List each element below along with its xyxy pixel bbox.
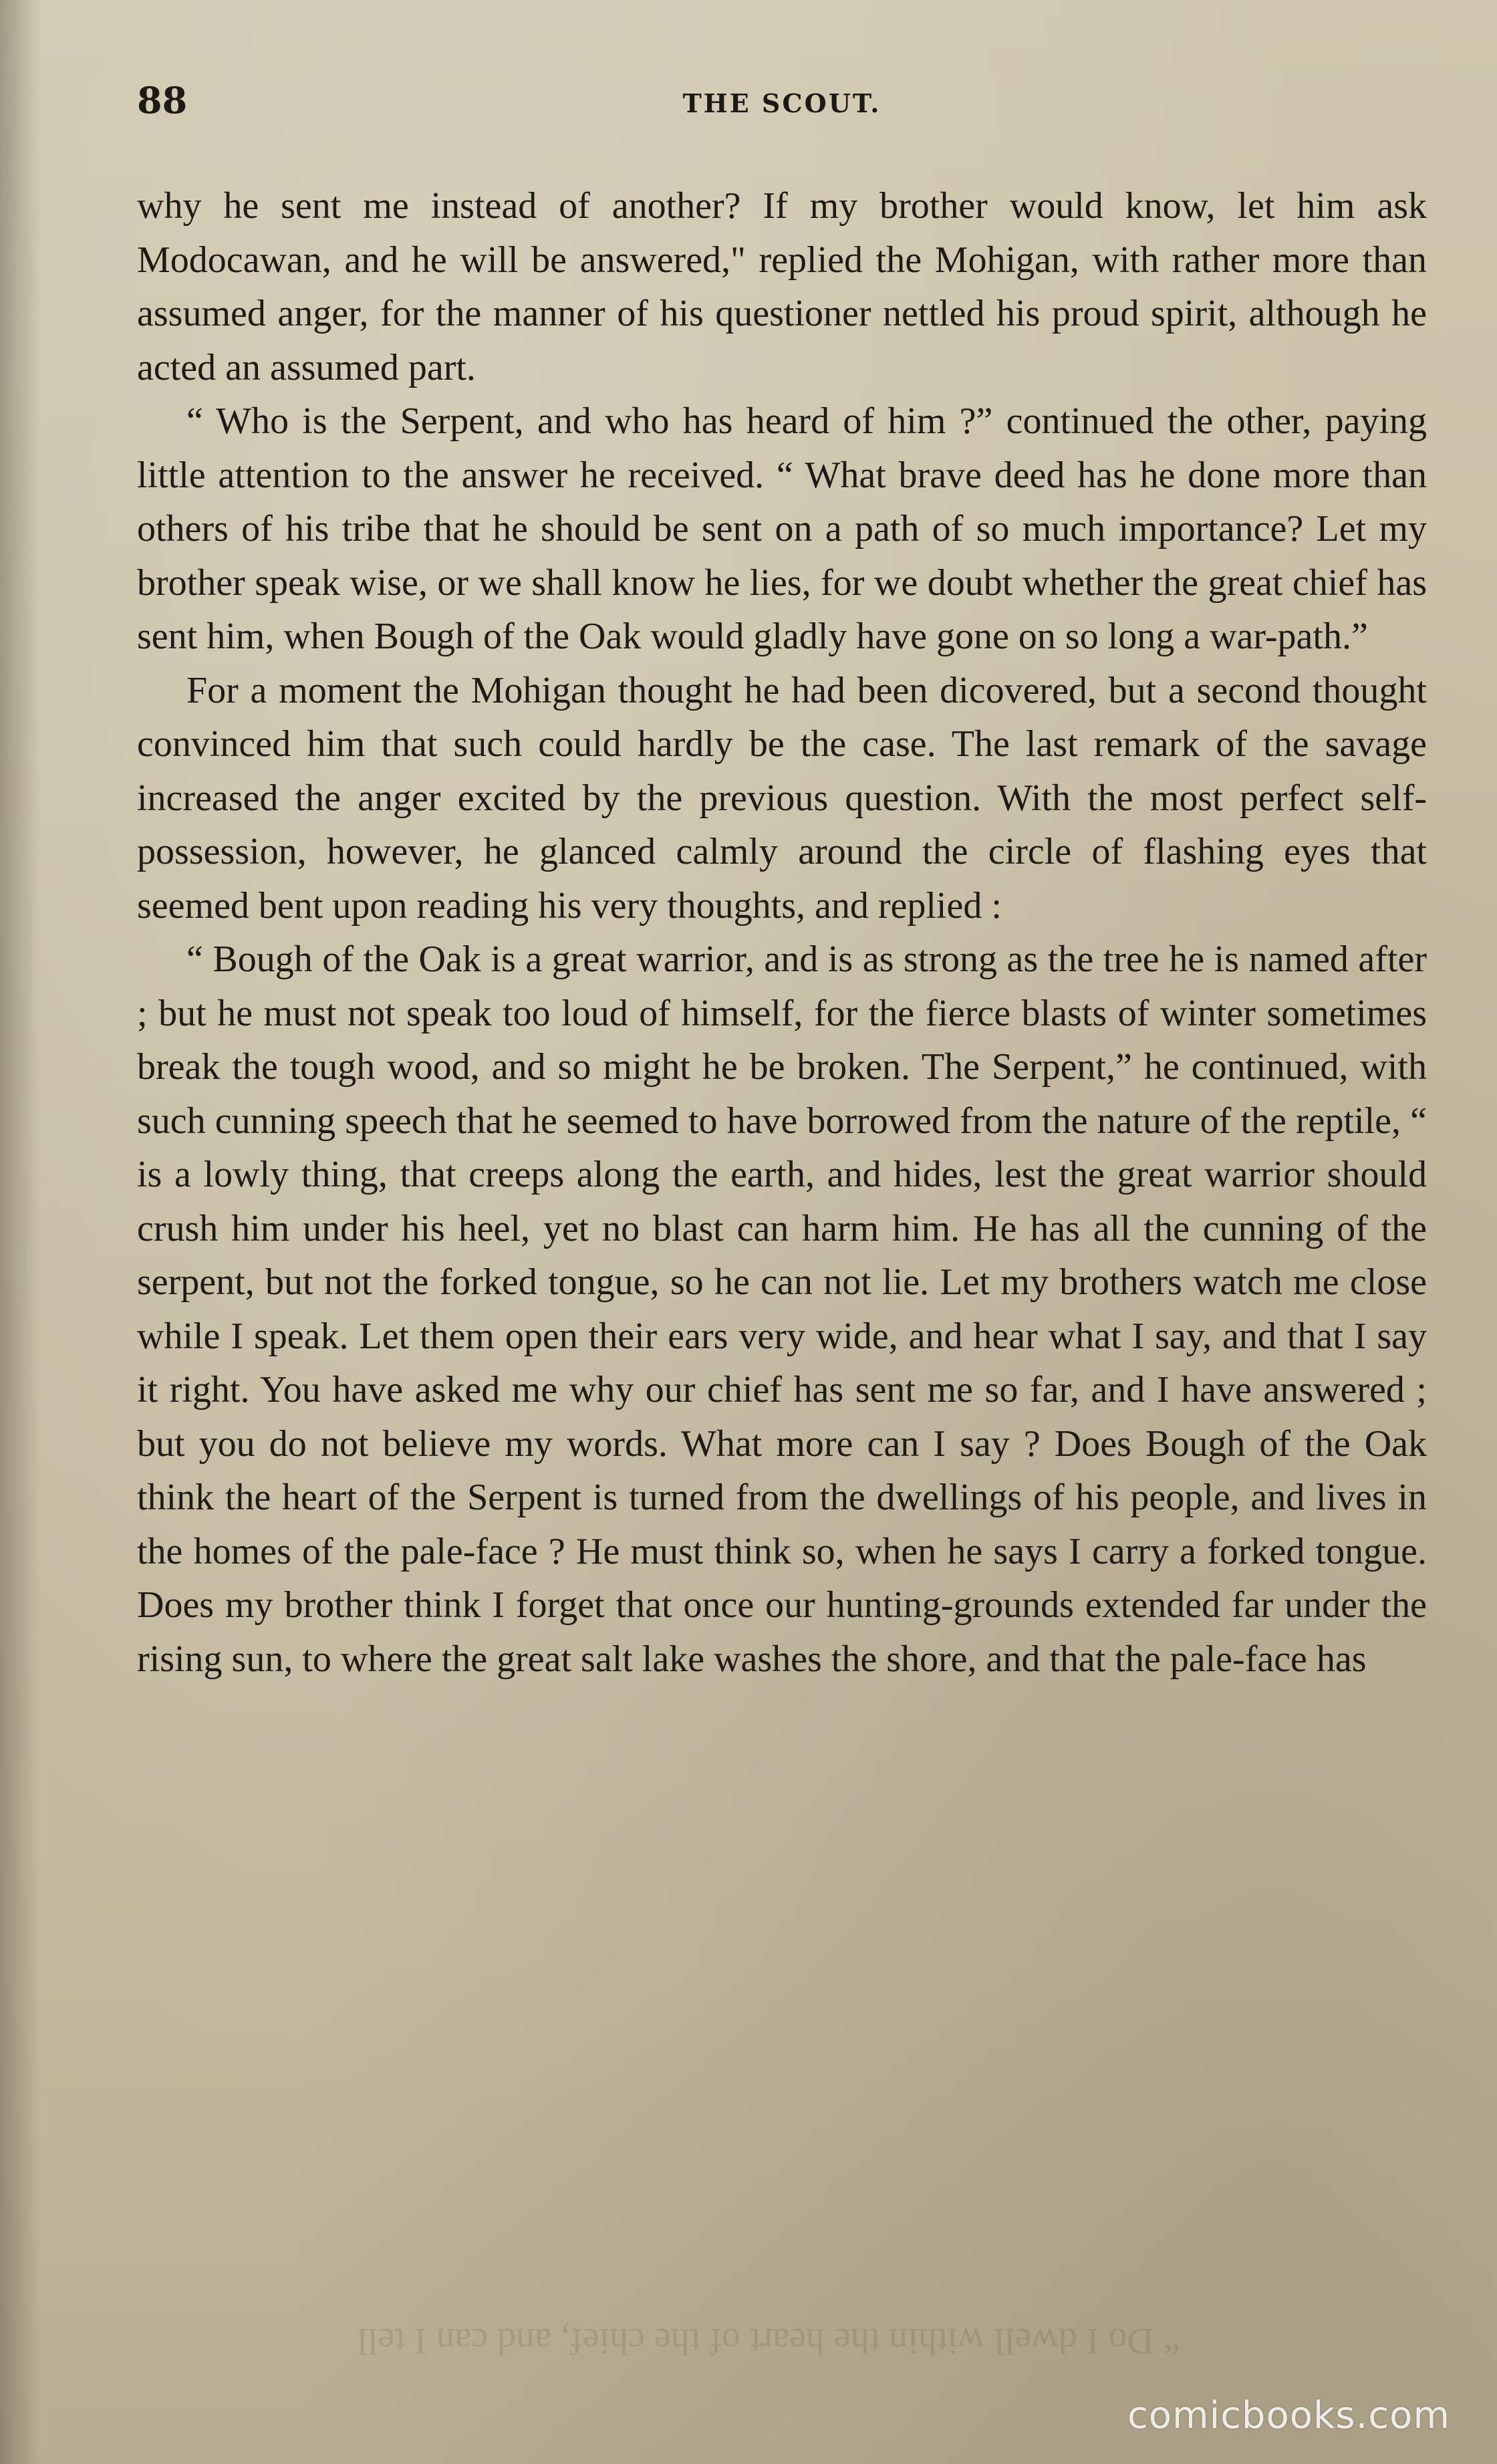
paragraph: “ Bough of the Oak is a great warrior, and is as strong as the tree he is named after ; but he must not speak too loud of himself, for the fierce blasts of winter sometimes break the tough wood, and so might he be broken. The Serpent,” he continued, with such cunning speech that he seemed to have borrowed from the nature of the reptile, “ is a lowly thing, that creeps along the earth, and hides, lest the great warrior should crush him under his heel, yet no blast can harm him. He has all the cunning of the serpent, but not the forked tongue, so he can not lie. Let my brothers watch me close while I speak. Let them open their ears very wide, and hear what I say, and that I say it right. You have asked me why our chief has sent me so far, and I have answered ; but you do not believe my words. What more can I say ? Does Bough of the Oak think the heart of the Serpent is turned from the dwellings of his people, and lives in the homes of the pale-face ? He must think so, when he says I carry a forked tongue. Does my brother think I forget that once our hunting-grounds extended far under the rising sun, to where the great salt lake washes the shore, and that the pale-face has (137, 939, 1427, 1680)
paragraph: why he sent me instead of another? If my brother would know, let him ask Modocawan, and he will be answered," replied the Mohigan, with rather more than assumed anger, for the manner of his questioner nettled his proud spirit, although he acted an assumed part. (137, 185, 1427, 388)
running-head: THE SCOUT. (682, 88, 881, 118)
watermark: comicbooks.com (1127, 2394, 1450, 2437)
paragraph: For a moment the Mohigan thought he had been dicovered, but a second thought convinced him that such could hardly be the case. The last remark of the savage increased the anger excited by the previous question. With the most perfect self-possession, however, he glanced calmly around the circle of flashing eyes that seemed bent upon reading his very thoughts, and replied : (137, 669, 1427, 927)
paragraph: “ Who is the Serpent, and who has heard of him ?” continued the other, paying little attention to the answer he received. “ What brave deed has he done more than others of his tribe that he should be sent on a path of so much importance? Let my brother speak wise, or we shall know he lies, for we doubt whether the great chief has sent him, when Bough of the Oak would gladly have gone on so long a war-path.” (137, 400, 1427, 657)
page-header (137, 79, 1427, 132)
body-text (137, 179, 1427, 2318)
bleed-through-text: “ Do I dwell within the heart of the chief, and can I tell (357, 2320, 1180, 2362)
page-number: 88 (137, 79, 188, 122)
gutter-shadow (0, 0, 40, 2464)
